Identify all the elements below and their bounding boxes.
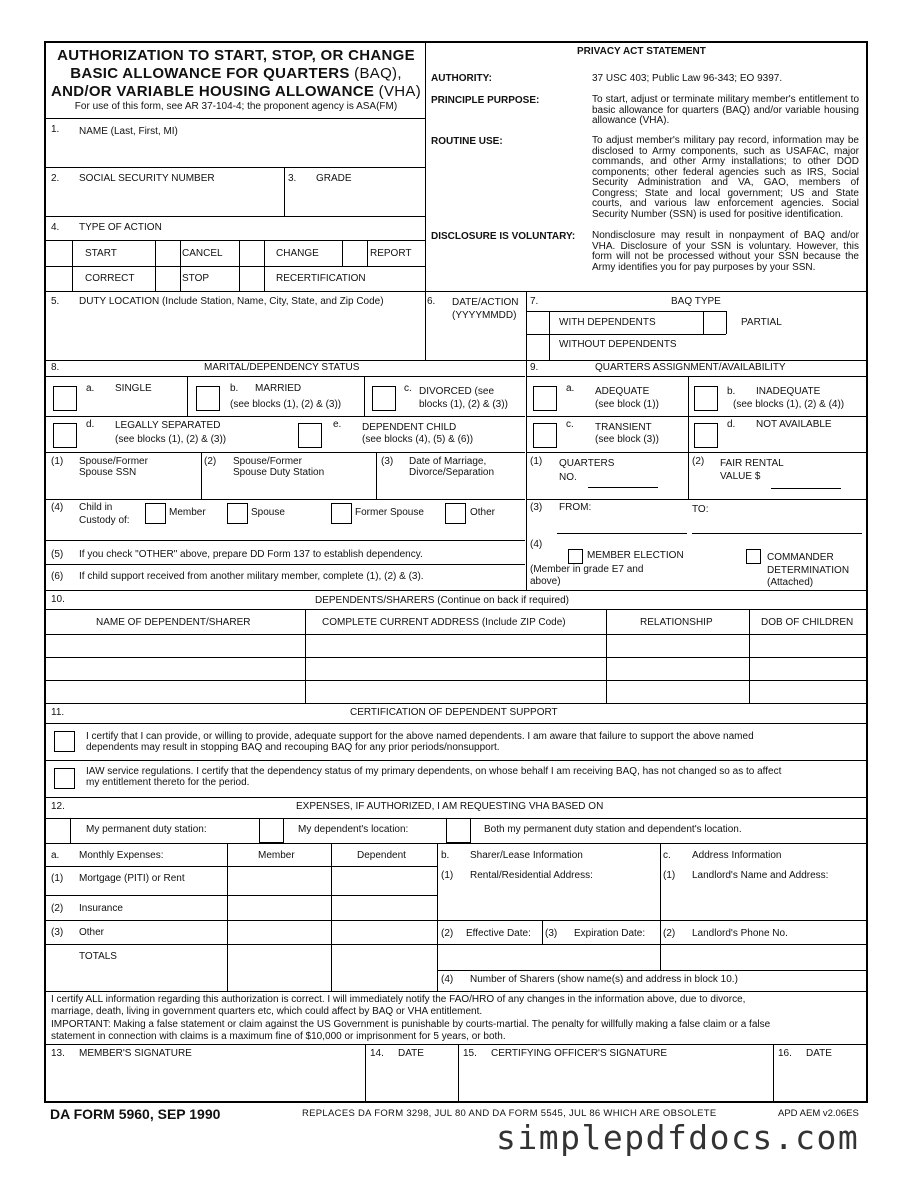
fair-rental-label-1: FAIR RENTAL bbox=[720, 458, 784, 469]
dependents-title: DEPENDENTS/SHARERS (Continue on back if required) bbox=[315, 595, 569, 606]
fair-rental-label-2: VALUE $ bbox=[720, 471, 761, 482]
marriage-date-label-2: Divorce/Separation bbox=[409, 467, 495, 478]
divider bbox=[45, 240, 425, 241]
divider bbox=[526, 416, 867, 417]
certify-text-3: IMPORTANT: Making a false statement or claim against the US Government is punishable by courts-martial. The penalty for willfully making a false claim or a false bbox=[51, 1019, 771, 1030]
commander-label-3: (Attached) bbox=[767, 577, 814, 588]
form-number: DA FORM 5960, SEP 1990 bbox=[50, 1106, 221, 1122]
landlord-phone-label: Landlord's Phone No. bbox=[692, 928, 788, 939]
item-letter: b. bbox=[441, 850, 450, 861]
item-letter: d. bbox=[727, 419, 736, 430]
privacy-heading: PRIVACY ACT STATEMENT bbox=[577, 46, 706, 57]
spouse-ssn-field[interactable] bbox=[46, 480, 200, 496]
date-action-label: DATE/ACTION bbox=[452, 297, 519, 308]
divider bbox=[542, 920, 543, 944]
marital-status-title: MARITAL/DEPENDENCY STATUS bbox=[204, 362, 360, 373]
member-signature-field[interactable] bbox=[46, 1062, 364, 1100]
divider bbox=[526, 311, 726, 312]
item-number: (4) bbox=[441, 974, 454, 985]
divider bbox=[284, 167, 285, 216]
commander-label-2: DETERMINATION bbox=[767, 565, 850, 576]
divider bbox=[425, 42, 426, 292]
insurance-label: Insurance bbox=[79, 903, 123, 914]
sharer-lease-label: Sharer/Lease Information bbox=[470, 850, 583, 861]
recertification-label: RECERTIFICATION bbox=[276, 273, 366, 284]
dependent-row[interactable] bbox=[46, 658, 866, 680]
authority-label: AUTHORITY: bbox=[431, 73, 492, 84]
routine-label: ROUTINE USE: bbox=[431, 136, 503, 147]
block-number: 5. bbox=[51, 296, 60, 307]
divider bbox=[376, 452, 377, 499]
address-info-label: Address Information bbox=[692, 850, 782, 861]
totals-dependent-field[interactable] bbox=[332, 945, 436, 990]
spouse-ssn-label-1: Spouse/Former bbox=[79, 456, 148, 467]
item-number: (1) bbox=[663, 870, 676, 881]
other-expense-label: Other bbox=[79, 927, 105, 938]
divider bbox=[45, 416, 525, 417]
single-label: SINGLE bbox=[115, 383, 152, 394]
item-number: (1) bbox=[530, 456, 543, 467]
block-number: 14. bbox=[370, 1048, 384, 1059]
divider bbox=[72, 240, 73, 291]
married-label: MARRIED bbox=[255, 383, 302, 394]
block-number: 12. bbox=[51, 801, 65, 812]
dependent-child-label: DEPENDENT CHILD bbox=[362, 422, 457, 433]
support-certification-text-2: dependents may result in stopping BAQ and recouping BAQ for any prior periods/nonsupport. bbox=[86, 742, 500, 753]
dependent-row[interactable] bbox=[46, 635, 866, 657]
replaces-notice: REPLACES DA FORM 3298, JUL 80 AND DA FORM 5545, JUL 86 WHICH ARE OBSOLETE bbox=[302, 1108, 717, 1119]
married-note: (see blocks (1), (2) & (3)) bbox=[230, 399, 342, 410]
certification-title: CERTIFICATION OF DEPENDENT SUPPORT bbox=[350, 707, 558, 718]
item-number: (2) bbox=[51, 903, 64, 914]
start-checkbox[interactable] bbox=[46, 241, 71, 265]
legally-separated-checkbox[interactable] bbox=[53, 423, 77, 448]
officer-date-field[interactable] bbox=[774, 1062, 866, 1100]
number-of-sharers-label: Number of Sharers (show name(s) and address in block 10.) bbox=[470, 974, 738, 985]
monthly-expenses-label: Monthly Expenses: bbox=[79, 850, 164, 861]
transient-label: TRANSIENT bbox=[595, 422, 652, 433]
mortgage-label: Mortgage (PITI) or Rent bbox=[79, 873, 185, 884]
item-letter: a. bbox=[51, 850, 60, 861]
item-number: (4) bbox=[51, 502, 64, 513]
certify-text-2: marriage, death, living in government quarters etc, which could affect by BAQ or VHA entitlement. bbox=[51, 1006, 483, 1017]
member-election-note-2: above) bbox=[530, 576, 561, 587]
correct-checkbox[interactable] bbox=[46, 267, 71, 290]
status-certification-text-1: IAW service regulations. I certify that the dependency status of my primary dependents, on whose behalf I am receiving BAQ, has not changed so as to affect bbox=[86, 766, 782, 777]
status-certification-text-2: my entitlement thereto for the period. bbox=[86, 777, 250, 788]
totals-label: TOTALS bbox=[79, 951, 117, 962]
insurance-dependent-field[interactable] bbox=[332, 896, 436, 919]
form-title-line3: AND/OR VARIABLE HOUSING ALLOWANCE (VHA) bbox=[50, 83, 422, 100]
dependent-child-checkbox[interactable] bbox=[298, 423, 322, 448]
divider bbox=[45, 564, 525, 565]
block-number: 11. bbox=[51, 707, 65, 718]
change-label: CHANGE bbox=[276, 248, 319, 259]
divider bbox=[45, 291, 867, 292]
divider bbox=[201, 452, 202, 499]
custody-spouse-label: Spouse bbox=[251, 507, 285, 518]
duty-location-field[interactable] bbox=[46, 310, 424, 358]
grade-label: GRADE bbox=[316, 173, 352, 184]
watermark: simplepdfdocs.com bbox=[496, 1118, 860, 1157]
authority-text: 37 USC 403; Public Law 96-343; EO 9397. bbox=[592, 73, 783, 84]
item-number: (2) bbox=[663, 928, 676, 939]
divider bbox=[526, 360, 527, 590]
marriage-date-label-1: Date of Marriage, bbox=[409, 456, 487, 467]
legally-separated-label: LEGALLY SEPARATED bbox=[115, 420, 221, 431]
divider bbox=[45, 499, 525, 500]
child-custody-label-1: Child in bbox=[79, 502, 113, 513]
duty-location-label: DUTY LOCATION (Include Station, Name, City, State, and Zip Code) bbox=[79, 296, 384, 307]
other-member-field[interactable] bbox=[228, 921, 330, 943]
divider bbox=[688, 376, 689, 500]
both-locations-label: Both my permanent duty station and dependent's location. bbox=[484, 824, 742, 835]
divider bbox=[70, 818, 71, 843]
item-number: (5) bbox=[51, 549, 64, 560]
grade-field[interactable] bbox=[286, 186, 424, 214]
child-custody-label-2: Custody of: bbox=[79, 515, 130, 526]
spouse-duty-label-1: Spouse/Former bbox=[233, 456, 302, 467]
dependent-row[interactable] bbox=[46, 681, 866, 703]
relationship-header: RELATIONSHIP bbox=[640, 617, 713, 628]
stop-label: STOP bbox=[182, 273, 210, 284]
divider bbox=[45, 376, 525, 377]
form-title-line2: BASIC ALLOWANCE FOR QUARTERS (BAQ), bbox=[70, 65, 402, 82]
divider bbox=[45, 797, 867, 798]
divider bbox=[526, 499, 867, 500]
from-label: FROM: bbox=[559, 502, 592, 513]
cancel-checkbox[interactable] bbox=[156, 241, 179, 265]
inadequate-note: (see blocks (1), (2) & (4)) bbox=[733, 399, 845, 410]
item-number: (1) bbox=[51, 873, 64, 884]
member-election-label: MEMBER ELECTION bbox=[587, 550, 684, 561]
change-checkbox[interactable] bbox=[240, 241, 263, 265]
without-dependents-checkbox[interactable] bbox=[527, 335, 548, 359]
form-subtitle: For use of this form, see AR 37-104-4; the proponent agency is ASA(FM) bbox=[74, 101, 398, 112]
item-letter: c. bbox=[566, 419, 574, 430]
divorced-checkbox[interactable] bbox=[372, 386, 396, 411]
divider bbox=[726, 311, 727, 334]
block-number: 9. bbox=[530, 362, 539, 373]
child-support-instruction: If child support received from another military member, complete (1), (2) & (3). bbox=[79, 571, 424, 582]
dependent-location-checkbox[interactable] bbox=[259, 818, 284, 843]
mortgage-dependent-field[interactable] bbox=[332, 867, 436, 894]
divider bbox=[526, 452, 867, 453]
permanent-duty-label: My permanent duty station: bbox=[86, 824, 207, 835]
other-instruction: If you check "OTHER" above, prepare DD Form 137 to establish dependency. bbox=[79, 549, 423, 560]
adequate-label: ADEQUATE bbox=[595, 386, 650, 397]
disclosure-text: Nondisclosure may result in nonpayment of BAQ and/or VHA. Disclosure of your SSN is voluntary. However, this form will not be processed without your SSN because the Army identifies you for pay purposes by your SSN. bbox=[592, 230, 859, 273]
item-number: (1) bbox=[441, 870, 454, 881]
baq-type-label: BAQ TYPE bbox=[671, 296, 721, 307]
ssn-label: SOCIAL SECURITY NUMBER bbox=[79, 173, 215, 184]
other-dependent-field[interactable] bbox=[332, 921, 436, 943]
vha-title: EXPENSES, IF AUTHORIZED, I AM REQUESTING VHA BASED ON bbox=[296, 801, 604, 812]
start-label: START bbox=[85, 248, 117, 259]
name-field[interactable] bbox=[46, 137, 424, 165]
cancel-label: CANCEL bbox=[182, 248, 223, 259]
divider bbox=[425, 291, 426, 360]
quarters-no-label-2: NO. bbox=[559, 472, 577, 483]
quarters-no-field[interactable] bbox=[588, 487, 658, 488]
custody-member-checkbox[interactable] bbox=[145, 503, 166, 524]
recertification-checkbox[interactable] bbox=[240, 267, 263, 290]
dependent-name-header: NAME OF DEPENDENT/SHARER bbox=[96, 617, 251, 628]
partial-label: PARTIAL bbox=[741, 317, 782, 328]
landlord-name-field[interactable] bbox=[661, 882, 866, 919]
divider bbox=[264, 240, 265, 291]
quarters-title: QUARTERS ASSIGNMENT/AVAILABILITY bbox=[595, 362, 786, 373]
divider bbox=[45, 920, 867, 921]
to-field[interactable] bbox=[692, 533, 862, 534]
block-number: 3. bbox=[288, 173, 297, 184]
rental-address-label: Rental/Residential Address: bbox=[470, 870, 593, 881]
custody-former-spouse-checkbox[interactable] bbox=[331, 503, 352, 524]
report-label: REPORT bbox=[370, 248, 412, 259]
custody-former-spouse-label: Former Spouse bbox=[355, 507, 424, 518]
married-checkbox[interactable] bbox=[196, 386, 220, 411]
permanent-duty-checkbox[interactable] bbox=[46, 819, 69, 842]
item-letter: c. bbox=[663, 850, 671, 861]
block-number: 16. bbox=[778, 1048, 792, 1059]
member-column-header: Member bbox=[258, 850, 295, 861]
dependent-column-header: Dependent bbox=[357, 850, 406, 861]
item-letter: a. bbox=[86, 383, 95, 394]
block-number: 1. bbox=[51, 124, 60, 135]
item-number: (2) bbox=[441, 928, 454, 939]
form-title-line1: AUTHORIZATION TO START, STOP, OR CHANGE bbox=[57, 47, 415, 64]
adequate-note: (see block (1)) bbox=[595, 399, 659, 410]
spouse-ssn-label-2: Spouse SSN bbox=[79, 467, 137, 478]
commander-label-1: COMMANDER bbox=[767, 552, 834, 563]
inadequate-checkbox[interactable] bbox=[694, 386, 718, 411]
purpose-label: PRINCIPLE PURPOSE: bbox=[431, 95, 540, 106]
spouse-duty-label-2: Spouse Duty Station bbox=[233, 467, 325, 478]
both-locations-checkbox[interactable] bbox=[446, 818, 471, 843]
divider bbox=[45, 167, 425, 168]
item-letter: b. bbox=[230, 383, 239, 394]
divider bbox=[45, 590, 867, 591]
officer-signature-label: CERTIFYING OFFICER'S SIGNATURE bbox=[491, 1048, 667, 1059]
custody-other-checkbox[interactable] bbox=[445, 503, 466, 524]
spouse-duty-field[interactable] bbox=[203, 480, 375, 496]
divorced-label: DIVORCED (see bbox=[419, 386, 495, 397]
type-of-action-label: TYPE OF ACTION bbox=[79, 222, 162, 233]
dependent-address-header: COMPLETE CURRENT ADDRESS (Include ZIP Code) bbox=[322, 617, 566, 628]
divorced-note: blocks (1), (2) & (3)) bbox=[419, 399, 508, 410]
dependent-location-label: My dependent's location: bbox=[298, 824, 409, 835]
divider bbox=[187, 376, 188, 416]
without-dependents-label: WITHOUT DEPENDENTS bbox=[559, 339, 677, 350]
divider bbox=[45, 991, 867, 992]
version-label: APD AEM v2.06ES bbox=[778, 1108, 859, 1119]
with-dependents-label: WITH DEPENDENTS bbox=[559, 317, 656, 328]
divider bbox=[45, 760, 867, 761]
member-signature-label: MEMBER'S SIGNATURE bbox=[79, 1048, 192, 1059]
item-letter: c. bbox=[404, 383, 412, 394]
date-action-field[interactable] bbox=[427, 324, 525, 358]
dependent-child-note: (see blocks (4), (5) & (6)) bbox=[362, 434, 474, 445]
block-number: 8. bbox=[51, 362, 60, 373]
divider bbox=[45, 266, 425, 267]
divider bbox=[45, 703, 867, 704]
block-number: 4. bbox=[51, 222, 60, 233]
disclosure-label: DISCLOSURE IS VOLUNTARY: bbox=[431, 231, 576, 242]
item-letter: b. bbox=[727, 386, 736, 397]
divider bbox=[45, 540, 525, 541]
divider bbox=[45, 360, 867, 361]
commander-determination-checkbox[interactable] bbox=[746, 549, 761, 564]
custody-spouse-checkbox[interactable] bbox=[227, 503, 248, 524]
divider bbox=[437, 944, 867, 945]
routine-text: To adjust member's military pay record, information may be disclosed to Army components, such as USAFAC, major commands, and other Army installations; to other DOD components; other federal agencies such as IRS, Social Security Administration and VA, GAO, members of Congress; State and local government; US and State courts, and various law enforcement agencies. Social Security Number (SSN) is used for positive identification. bbox=[592, 135, 859, 220]
insurance-member-field[interactable] bbox=[228, 896, 330, 919]
effective-date-label: Effective Date: bbox=[466, 928, 531, 939]
divider bbox=[526, 376, 867, 377]
divider bbox=[45, 609, 867, 610]
divider bbox=[437, 970, 867, 971]
divider bbox=[45, 843, 867, 844]
item-number: (6) bbox=[51, 571, 64, 582]
stop-checkbox[interactable] bbox=[156, 267, 179, 290]
block-number: 6. bbox=[427, 296, 436, 307]
block-number: 2. bbox=[51, 173, 60, 184]
report-checkbox[interactable] bbox=[343, 241, 366, 265]
divider bbox=[45, 216, 425, 217]
totals-member-field[interactable] bbox=[228, 945, 330, 990]
with-dependents-checkbox[interactable] bbox=[527, 312, 548, 333]
divider bbox=[45, 452, 525, 453]
rental-address-field[interactable] bbox=[438, 882, 659, 919]
mortgage-member-field[interactable] bbox=[228, 867, 330, 894]
item-number: (3) bbox=[530, 502, 543, 513]
to-label: TO: bbox=[692, 504, 709, 515]
officer-signature-field[interactable] bbox=[459, 1062, 772, 1100]
divider bbox=[364, 376, 365, 416]
divider bbox=[45, 118, 425, 119]
adequate-checkbox[interactable] bbox=[533, 386, 557, 411]
transient-checkbox[interactable] bbox=[533, 423, 557, 448]
ssn-field[interactable] bbox=[46, 186, 282, 214]
item-letter: d. bbox=[86, 419, 95, 430]
name-label: NAME (Last, First, MI) bbox=[79, 126, 178, 137]
item-number: (2) bbox=[692, 456, 705, 467]
item-number: (2) bbox=[204, 456, 217, 467]
item-number: (3) bbox=[381, 456, 394, 467]
single-checkbox[interactable] bbox=[53, 386, 77, 411]
expiration-date-label: Expiration Date: bbox=[574, 928, 646, 939]
divider bbox=[549, 311, 550, 360]
custody-member-label: Member bbox=[169, 507, 206, 518]
fair-rental-field[interactable] bbox=[771, 488, 841, 489]
divider bbox=[45, 723, 867, 724]
certify-text-4: statement in connection with claims is a maximum fine of $10,000 or imprisonment for 5 years, or both. bbox=[51, 1031, 506, 1042]
purpose-text: To start, adjust or terminate military member's entitlement to basic allowance for quarters (BAQ) and/or variable housing allowance (VHA). bbox=[592, 94, 859, 126]
block-number: 13. bbox=[51, 1048, 65, 1059]
item-number: (1) bbox=[51, 456, 64, 467]
divider bbox=[526, 334, 726, 335]
quarters-no-label-1: QUARTERS bbox=[559, 458, 615, 469]
block-number: 10. bbox=[51, 594, 65, 605]
officer-date-label: DATE bbox=[806, 1048, 832, 1059]
item-letter: e. bbox=[333, 419, 342, 430]
divider bbox=[180, 240, 181, 291]
item-number: (4) bbox=[530, 539, 543, 550]
custody-other-label: Other bbox=[470, 507, 496, 518]
status-certification-checkbox[interactable] bbox=[54, 768, 75, 789]
correct-label: CORRECT bbox=[85, 273, 135, 284]
support-certification-text-1: I certify that I can provide, or willing to provide, adequate support for the above named dependents. I am aware that failure to support the above named bbox=[86, 731, 754, 742]
partial-checkbox[interactable] bbox=[704, 312, 725, 333]
transient-note: (see block (3)) bbox=[595, 434, 659, 445]
divider bbox=[367, 240, 368, 266]
member-election-checkbox[interactable] bbox=[568, 549, 583, 564]
block-number: 7. bbox=[530, 296, 539, 307]
block-number: 15. bbox=[463, 1048, 477, 1059]
member-date-field[interactable] bbox=[366, 1062, 457, 1100]
from-field[interactable] bbox=[557, 533, 687, 534]
inadequate-label: INADEQUATE bbox=[756, 386, 821, 397]
date-format-label: (YYYYMMDD) bbox=[452, 310, 517, 321]
dob-header: DOB OF CHILDREN bbox=[761, 617, 854, 628]
member-election-note-1: (Member in grade E7 and bbox=[530, 564, 644, 575]
marriage-date-field[interactable] bbox=[378, 480, 524, 496]
item-number: (3) bbox=[545, 928, 558, 939]
divider bbox=[45, 1044, 867, 1045]
not-available-checkbox[interactable] bbox=[694, 423, 718, 448]
support-certification-checkbox[interactable] bbox=[54, 731, 75, 752]
certify-text-1: I certify ALL information regarding this authorization is correct. I will immediately notify the FAO/HRO of any changes in the information above, due to divorce, bbox=[51, 994, 746, 1005]
member-date-label: DATE bbox=[398, 1048, 424, 1059]
legally-separated-note: (see blocks (1), (2) & (3)) bbox=[115, 434, 227, 445]
item-number: (3) bbox=[51, 927, 64, 938]
landlord-name-label: Landlord's Name and Address: bbox=[692, 870, 829, 881]
item-letter: a. bbox=[566, 383, 575, 394]
not-available-label: NOT AVAILABLE bbox=[756, 419, 832, 430]
